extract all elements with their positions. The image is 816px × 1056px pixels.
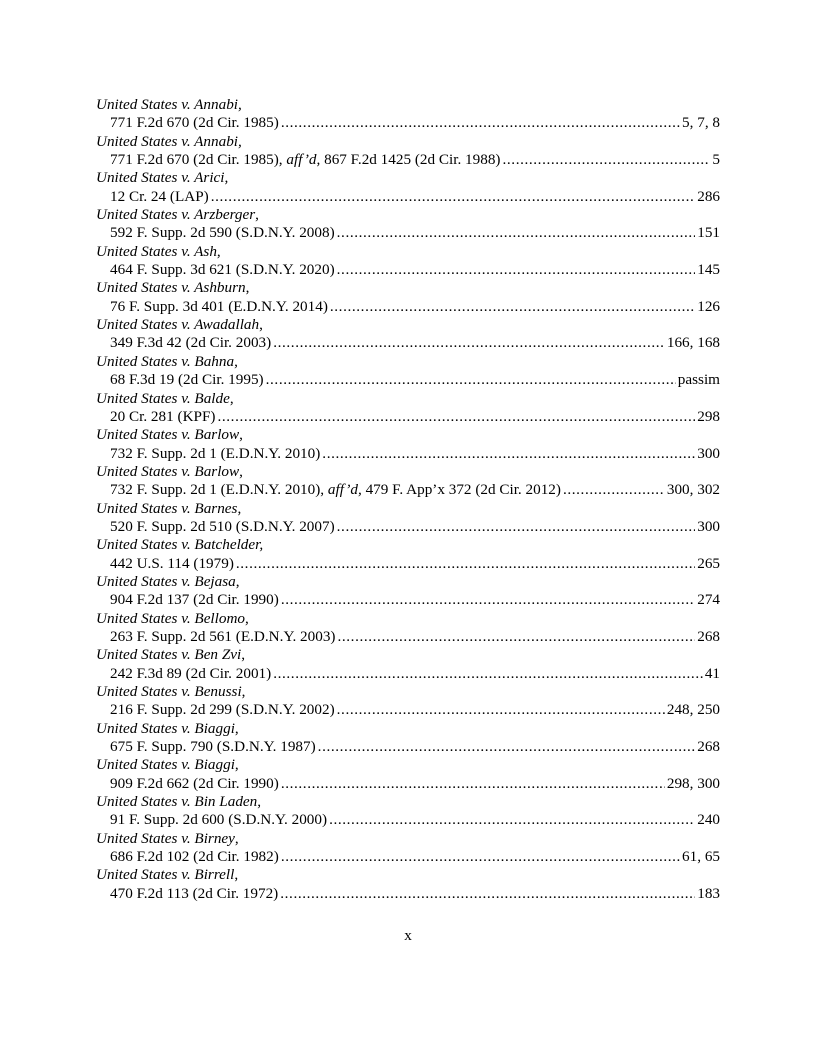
citation-line — [96, 445, 720, 463]
dot-leader — [337, 261, 696, 279]
page-references: 41 — [704, 664, 720, 682]
page-references: 300 — [697, 517, 720, 535]
citation-line — [96, 224, 720, 242]
citation-line — [96, 371, 720, 389]
toc-entry — [96, 426, 720, 463]
citation: 349 F.3d 42 (2d Cir. 2003) — [110, 334, 272, 352]
citation: 470 F.2d 113 (2d Cir. 1972) — [110, 884, 279, 902]
dot-leader — [281, 775, 665, 793]
case-name: United States v. Balde, — [96, 389, 234, 407]
case-name: United States v. Benussi, — [96, 683, 246, 700]
citation: 904 F.2d 137 (2d Cir. 1990) — [110, 591, 279, 609]
citation-line — [96, 408, 720, 426]
page-references: 265 — [697, 554, 720, 572]
citation: 464 F. Supp. 3d 621 (S.D.N.Y. 2020) — [110, 261, 335, 279]
toc-entry — [96, 866, 720, 903]
page-references: 286 — [697, 187, 720, 205]
citation: 686 F.2d 102 (2d Cir. 1982) — [110, 848, 279, 866]
citation-line — [96, 848, 720, 866]
dot-leader — [281, 848, 680, 866]
toc-entry — [96, 646, 720, 683]
page-references: 298 — [697, 407, 720, 425]
dot-leader — [337, 701, 665, 719]
citation: 263 F. Supp. 2d 561 (E.D.N.Y. 2003) — [110, 627, 336, 645]
toc-entry — [96, 316, 720, 353]
case-name: United States v. Bejasa, — [96, 572, 240, 590]
dot-leader — [337, 628, 695, 646]
toc-entry — [96, 390, 720, 427]
case-name: United States v. Bahna, — [96, 352, 238, 370]
page-references: 183 — [697, 884, 720, 902]
citation-line — [96, 298, 720, 316]
dot-leader — [337, 518, 696, 536]
citation-line — [96, 555, 720, 573]
table-of-authorities — [96, 96, 720, 903]
case-name: United States v. Annabi, — [96, 132, 242, 150]
toc-entry — [96, 279, 720, 316]
case-name: United States v. Awadallah, — [96, 316, 263, 334]
toc-entry — [96, 793, 720, 830]
citation-line — [96, 334, 720, 352]
citation-line — [96, 811, 720, 829]
toc-entry — [96, 536, 720, 573]
toc-entry — [96, 463, 720, 500]
citation-line — [96, 481, 720, 499]
toc-entry — [96, 206, 720, 243]
citation: 242 F.3d 89 (2d Cir. 2001) — [110, 664, 272, 682]
dot-leader — [266, 371, 676, 389]
dot-leader — [273, 665, 703, 683]
page-references: 151 — [697, 224, 720, 242]
case-name: United States v. Ashburn, — [96, 279, 250, 297]
dot-leader — [337, 224, 696, 242]
dot-leader — [281, 591, 695, 609]
case-name: United States v. Bin Laden, — [96, 793, 262, 811]
citation: 592 F. Supp. 2d 590 (S.D.N.Y. 2008) — [110, 224, 335, 242]
dot-leader — [322, 445, 695, 463]
citation-line — [96, 114, 720, 132]
page-references: 300 — [697, 444, 720, 462]
citation-line — [96, 665, 720, 683]
toc-entry — [96, 610, 720, 647]
citation: 216 F. Supp. 2d 299 (S.D.N.Y. 2002) — [110, 701, 335, 719]
citation-line — [96, 885, 720, 903]
page-references: passim — [677, 371, 720, 389]
citation: 12 Cr. 24 (LAP) — [110, 187, 209, 205]
case-name: United States v. Biaggi, — [96, 756, 239, 774]
case-name: United States v. Barlow, — [96, 462, 243, 480]
page-references: 248, 250 — [666, 701, 720, 719]
citation-line — [96, 775, 720, 793]
citation-line — [96, 261, 720, 279]
toc-entry — [96, 133, 720, 170]
citation-line — [96, 188, 720, 206]
toc-entry — [96, 353, 720, 390]
dot-leader — [280, 885, 695, 903]
case-name: United States v. Annabi, — [96, 96, 242, 113]
case-name: United States v. Ash, — [96, 242, 221, 260]
citation: 771 F.2d 670 (2d Cir. 1985), aff’d, 867 F.2d 1425 (2d Cir. 1988) — [110, 151, 501, 169]
dot-leader — [329, 811, 695, 829]
page-references: 61, 65 — [682, 848, 720, 866]
page-references: 166, 168 — [666, 334, 720, 352]
citation: 732 F. Supp. 2d 1 (E.D.N.Y. 2010) — [110, 444, 321, 462]
dot-leader — [273, 334, 665, 352]
page-references: 5, 7, 8 — [682, 114, 720, 132]
citation: 520 F. Supp. 2d 510 (S.D.N.Y. 2007) — [110, 517, 335, 535]
page-references: 145 — [697, 261, 720, 279]
toc-entry — [96, 756, 720, 793]
citation-line — [96, 628, 720, 646]
dot-leader — [318, 738, 696, 756]
dot-leader — [503, 151, 711, 169]
citation-line — [96, 591, 720, 609]
case-name: United States v. Ben Zvi, — [96, 646, 246, 664]
toc-entry — [96, 96, 720, 133]
case-name: United States v. Barlow, — [96, 426, 243, 444]
toc-entry — [96, 243, 720, 280]
dot-leader — [211, 188, 696, 206]
citation: 771 F.2d 670 (2d Cir. 1985) — [110, 114, 279, 132]
citation: 20 Cr. 281 (KPF) — [110, 407, 216, 425]
toc-entry — [96, 720, 720, 757]
citation: 91 F. Supp. 2d 600 (S.D.N.Y. 2000) — [110, 811, 328, 829]
case-name: United States v. Biaggi, — [96, 719, 239, 737]
citation: 732 F. Supp. 2d 1 (E.D.N.Y. 2010), aff’d, 479 F. App’x 372 (2d Cir. 2012) — [110, 481, 561, 499]
citation-line — [96, 701, 720, 719]
dot-leader — [563, 481, 665, 499]
citation-line — [96, 151, 720, 169]
toc-entry — [96, 573, 720, 610]
case-name: United States v. Barnes, — [96, 499, 242, 517]
case-name: United States v. Birney, — [96, 829, 239, 847]
citation-line — [96, 518, 720, 536]
case-name: United States v. Arzberger, — [96, 206, 259, 224]
dot-leader — [330, 298, 695, 316]
toc-entry — [96, 169, 720, 206]
page-references: 298, 300 — [666, 774, 720, 792]
case-name: United States v. Birrell, — [96, 866, 239, 884]
page-references: 268 — [697, 627, 720, 645]
citation: 76 F. Supp. 3d 401 (E.D.N.Y. 2014) — [110, 297, 328, 315]
page-references: 274 — [697, 591, 720, 609]
page-references: 300, 302 — [666, 481, 720, 499]
dot-leader — [217, 408, 695, 426]
dot-leader — [281, 114, 680, 132]
page-references: 5 — [712, 151, 720, 169]
case-name: United States v. Batchelder, — [96, 536, 264, 554]
citation-line — [96, 738, 720, 756]
page-number: x — [404, 927, 412, 944]
toc-entry — [96, 500, 720, 537]
citation: 442 U.S. 114 (1979) — [110, 554, 234, 572]
page-references: 268 — [697, 738, 720, 756]
page-references: 240 — [697, 811, 720, 829]
case-name: United States v. Bellomo, — [96, 609, 249, 627]
toc-entry — [96, 683, 720, 720]
case-name: United States v. Arici, — [96, 169, 229, 187]
citation: 68 F.3d 19 (2d Cir. 1995) — [110, 371, 264, 389]
citation: 675 F. Supp. 790 (S.D.N.Y. 1987) — [110, 738, 316, 756]
toc-entry — [96, 830, 720, 867]
page-references: 126 — [697, 297, 720, 315]
dot-leader — [236, 555, 695, 573]
citation: 909 F.2d 662 (2d Cir. 1990) — [110, 774, 279, 792]
